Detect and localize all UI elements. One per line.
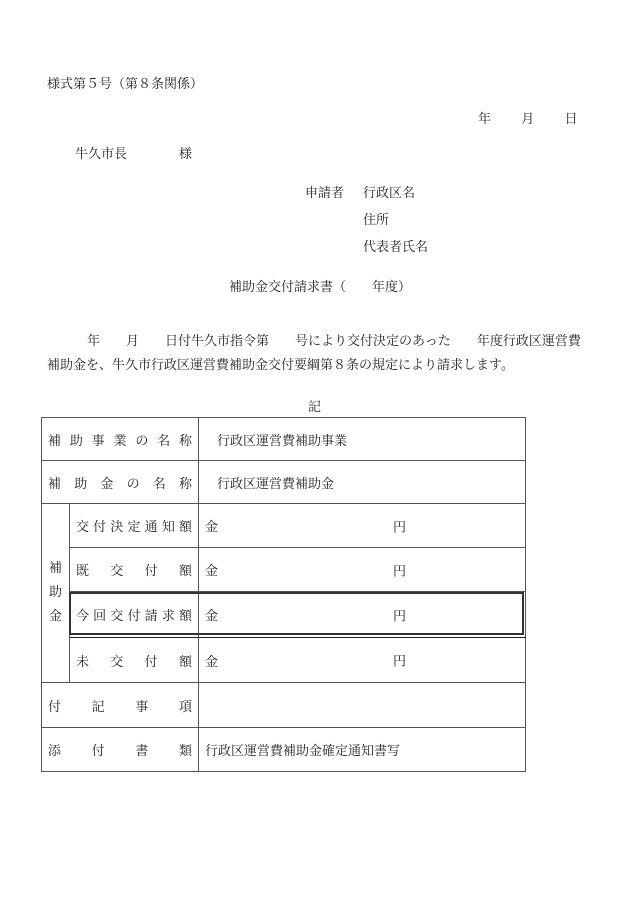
date-month: 月 — [521, 112, 535, 127]
amount-unit: 円 — [393, 520, 407, 535]
document-title: 補助金交付請求書（ 年度） — [229, 280, 412, 295]
side-char: 助 — [48, 585, 62, 600]
subsidy-name-label: 補助金の名称 — [42, 461, 199, 504]
attachments-label: 添付書類 — [42, 728, 199, 772]
amount-unit: 円 — [393, 609, 407, 624]
date-line — [478, 112, 578, 128]
district-name-label: 行政区名 — [363, 186, 416, 201]
address-label: 住所 — [363, 213, 390, 228]
side-char: 補 — [48, 561, 62, 576]
amount-prefix: 金 — [205, 564, 219, 579]
current-request-field[interactable] — [199, 592, 526, 638]
paid-amount-label: 既交付額 — [70, 548, 199, 592]
amount-prefix: 金 — [205, 609, 219, 624]
ki-heading: 記 — [308, 400, 322, 415]
addressee-name: 牛久市長 — [75, 147, 128, 162]
amount-unit: 円 — [393, 564, 407, 579]
attachments-value[interactable]: 行政区運営費補助金確定通知書写 — [199, 728, 526, 772]
representative-name-label: 代表者氏名 — [363, 240, 429, 255]
subsidy-name-row — [42, 461, 526, 504]
subsidy-name-value[interactable]: 行政区運営費補助金 — [199, 461, 526, 504]
current-request-label: 今回交付請求額 — [70, 592, 199, 638]
request-paragraph — [47, 330, 587, 378]
decision-amount-label: 交付決定通知額 — [70, 504, 199, 548]
notes-label: 付記事項 — [42, 683, 199, 728]
attachments-row — [42, 728, 526, 772]
form-number: 様式第５号（第８条関係） — [47, 77, 204, 92]
paid-amount-field[interactable] — [199, 548, 526, 592]
applicant-label: 申請者 — [305, 186, 345, 201]
date-day: 日 — [564, 112, 578, 127]
date-year: 年 — [478, 112, 492, 127]
project-name-value[interactable]: 行政区運営費補助事業 — [199, 418, 526, 461]
project-name-label: 補助事業の名称 — [42, 418, 199, 461]
current-request-row — [42, 592, 526, 638]
paid-amount-row — [42, 548, 526, 592]
amount-prefix: 金 — [205, 654, 219, 670]
unpaid-amount-field[interactable] — [199, 638, 526, 683]
request-form-table — [41, 417, 526, 772]
subsidy-side-label — [42, 504, 70, 683]
addressee-suffix: 様 — [179, 147, 193, 162]
addressee — [75, 147, 192, 163]
notes-field[interactable] — [199, 683, 526, 728]
project-name-row — [42, 418, 526, 461]
decision-amount-row — [42, 504, 526, 548]
amount-unit: 円 — [393, 654, 407, 670]
amount-prefix: 金 — [205, 520, 219, 535]
notes-row — [42, 683, 526, 728]
request-paragraph-text: 年 月 日付牛久市指令第 号により交付決定のあった 年度行政区運営費補助金を、牛久市行政区運営費補助金交付要綱第８条の規定により請求します。 — [47, 334, 581, 373]
unpaid-amount-label: 未交付額 — [70, 638, 199, 683]
side-char: 金 — [48, 609, 62, 624]
decision-amount-field[interactable] — [199, 504, 526, 548]
unpaid-amount-row — [42, 638, 526, 683]
